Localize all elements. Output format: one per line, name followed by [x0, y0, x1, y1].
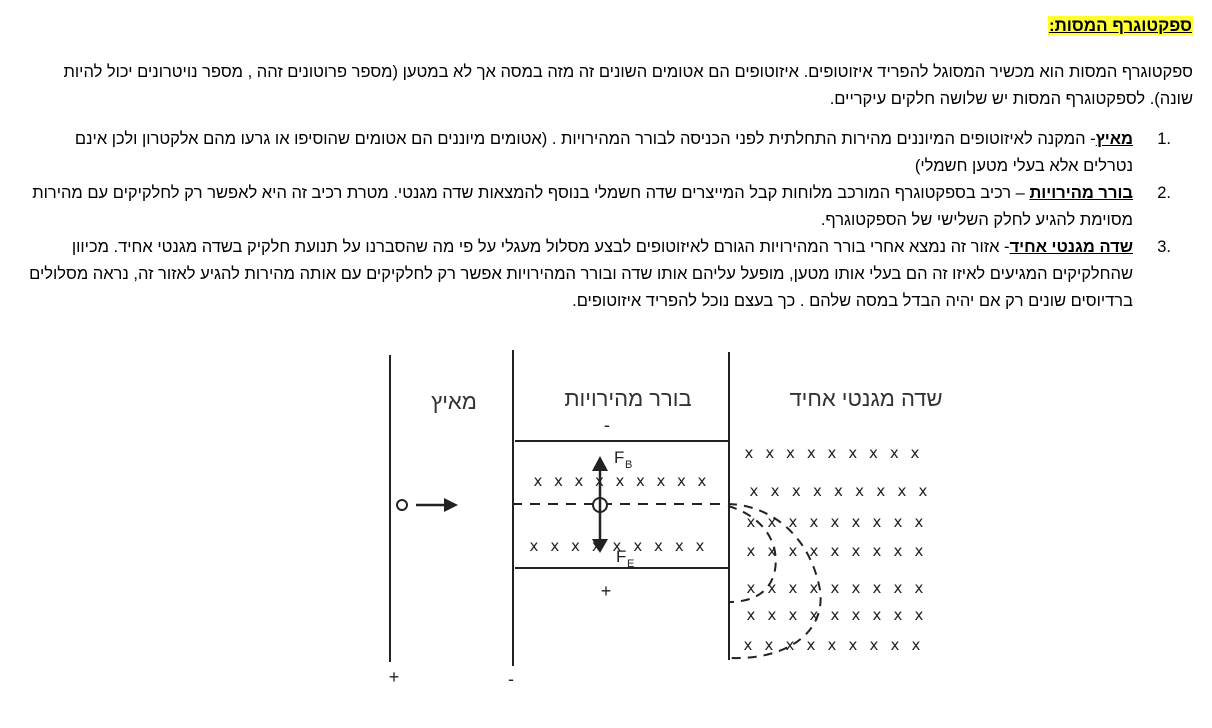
force-electric-subscript: E [627, 558, 635, 570]
field-x-mark: x [914, 542, 924, 560]
field-x-mark: x [806, 636, 816, 654]
field-x-mark: x [677, 472, 686, 490]
field-x-mark: x [615, 472, 625, 490]
field-x-mark: x [848, 636, 858, 654]
field-x-mark: x [788, 513, 798, 531]
field-x-mark: x [764, 636, 774, 654]
intro-paragraph: ספקטוגרף המסות הוא מכשיר המסוגל להפריד איזוטופים. איזוטופים הם אטומים השונים זה מזה במסה אך לא במטען (מספר פרוטונים זהה , מספר נויטרונים יכול להיות שונה). לספקטוגרף המסות יש שלושה חלקים עיקריים. [63, 63, 1193, 108]
field-x-mark: x [571, 537, 580, 555]
field-x-mark: x [654, 537, 663, 555]
field-x-mark: x [851, 542, 861, 560]
field-x-mark: x [893, 606, 903, 624]
velocity-arrow-head-icon [444, 498, 458, 512]
accelerator-label: מאיץ [431, 389, 477, 414]
field-x-mark: x [918, 482, 928, 500]
list-item-text: - אזור זה נמצא אחרי בורר המהירויות הגורם לאיזוטופים לבצע מסלול מעגלי על פי מה שהסברנו על תנועת חלקיק בשדה מגנטי אחיד. מכיוון שהחלקיקים המגיעים לאיזו זה הם בעלי אותו מטען, מופעל עליהם אותו שדה ובורר המהירויות אפשר רק לחלקיקים עם אותה מהירות להגיע לאזור זה, נראה מסלולים ברדיוסים שונים רק אם יהיה הבדל במסה שלהם . כך בעצם נוכל להפריד איזוטופים. [29, 238, 1133, 310]
field-x-mark: x [785, 636, 795, 654]
field-x-mark: x [851, 606, 861, 624]
field-x-mark: x [767, 606, 777, 624]
field-x-mark: x [897, 482, 907, 500]
list-item [28, 126, 1193, 180]
field-x-mark: x [806, 444, 816, 462]
field-x-mark: x [554, 472, 563, 490]
field-x-mark: x [697, 472, 707, 490]
field-x-mark: x [914, 606, 924, 624]
force-magnetic-subscript: B [625, 459, 633, 471]
field-x-mark: x [809, 606, 819, 624]
field-x-mark: x [893, 542, 903, 560]
accelerator-left-sign: + [388, 667, 400, 687]
field-x-mark: x [914, 513, 924, 531]
field-x-mark: x [695, 537, 705, 555]
field-x-mark: x [595, 472, 604, 490]
field-x-mark: x [914, 579, 924, 597]
field-x-mark: x [830, 513, 840, 531]
field-x-mark: x [767, 542, 777, 560]
field-x-mark: x [855, 482, 865, 500]
field-x-mark: x [876, 482, 886, 500]
field-x-mark: x [770, 482, 780, 500]
capacitor-top-sign: - [604, 415, 610, 435]
field-x-mark: x [656, 472, 666, 490]
field-x-mark: x [550, 537, 560, 555]
field-x-mark: x [743, 636, 753, 654]
field-x-mark: x [749, 482, 759, 500]
field-x-mark: x [788, 579, 798, 597]
list-item [28, 234, 1193, 315]
list-item [28, 180, 1193, 234]
field-x-mark: x [746, 542, 756, 560]
field-x-mark: x [612, 537, 622, 555]
field-x-mark: x [893, 579, 903, 597]
field-x-mark: x [830, 606, 840, 624]
force-magnetic-label: F [614, 448, 625, 467]
magnetic-field-label: שדה מגנטי אחיד [789, 386, 943, 411]
field-x-mark: x [746, 606, 756, 624]
list-item-term: שדה מגנטי אחיד [1009, 238, 1133, 256]
mass-spectrograph-diagram [370, 340, 970, 690]
field-x-mark: x [809, 542, 819, 560]
field-x-mark: x [767, 579, 777, 597]
field-x-mark: x [827, 444, 837, 462]
field-x-mark: x [911, 636, 921, 654]
field-x-mark: x [788, 542, 798, 560]
field-x-mark: x [872, 542, 882, 560]
field-x-mark: x [533, 472, 543, 490]
list-item-text: - המקנה לאיזוטופים המיוננים מהירות התחלתית לפני הכניסה לבורר המהירויות . (אטומים מיוננים הם אטומים שהוסיפו או גרעו מהם אלקטרון ולכן אינם נטרלים אלא בעלי מטען חשמלי) [74, 130, 1133, 175]
list-item-term: מאיץ [1095, 130, 1133, 148]
field-x-mark: x [674, 537, 684, 555]
list-item-number: 2. [1157, 184, 1171, 202]
field-x-mark: x [529, 537, 539, 555]
list-item-number: 1. [1157, 130, 1171, 148]
field-x-mark: x [746, 579, 756, 597]
field-x-mark: x [633, 537, 643, 555]
field-x-mark: x [636, 472, 645, 490]
title-container [1048, 14, 1193, 38]
velocity-selector-label: בורר מהירויות [564, 386, 692, 411]
field-x-mark: x [791, 482, 801, 500]
capacitor-bottom-sign: + [600, 581, 612, 601]
field-x-mark: x [893, 513, 903, 531]
particle-icon [397, 500, 407, 510]
force-up-arrow-head-icon [592, 456, 608, 471]
field-x-mark: x [767, 513, 777, 531]
field-x-mark: x [872, 606, 882, 624]
field-x-mark: x [851, 579, 861, 597]
force-electric-label: F [616, 547, 627, 566]
field-x-mark: x [872, 579, 882, 597]
accelerator-right-sign: - [508, 669, 514, 689]
field-x-mark: x [889, 444, 899, 462]
field-x-mark: x [788, 606, 798, 624]
field-x-mark: x [591, 537, 601, 555]
field-x-mark: x [812, 482, 822, 500]
field-x-mark: x [827, 636, 837, 654]
field-x-mark: x [834, 482, 843, 500]
field-x-mark: x [765, 444, 775, 462]
list-item-text: – רכיב בספקטוגרף המורכב מלוחות קבל המייצרים שדה חשמלי בנוסף להמצאות שדה מגנטי. מטרת רכיב זה היא לאפשר רק לחלקיקים עם מהירות מסוימת להגיע לחלק השלישי של הספקטוגרף. [32, 184, 1133, 229]
field-x-mark: x [786, 444, 795, 462]
field-x-mark: x [830, 542, 840, 560]
list-item-term: בורר מהירויות [1029, 184, 1133, 202]
field-x-mark: x [910, 444, 920, 462]
field-x-mark: x [851, 513, 861, 531]
list-item-number: 3. [1157, 238, 1171, 256]
field-x-mark: x [890, 636, 900, 654]
page-title: ספקטוגרף המסות: [1048, 16, 1192, 35]
field-x-mark: x [809, 579, 819, 597]
parts-list [28, 126, 1193, 315]
field-x-mark: x [869, 444, 878, 462]
field-x-mark: x [746, 513, 756, 531]
field-x-mark: x [848, 444, 858, 462]
field-x-mark: x [809, 513, 819, 531]
field-x-mark: x [872, 513, 882, 531]
field-x-mark: x [830, 579, 840, 597]
field-x-mark: x [574, 472, 584, 490]
field-x-mark: x [869, 636, 879, 654]
field-x-mark: x [744, 444, 754, 462]
